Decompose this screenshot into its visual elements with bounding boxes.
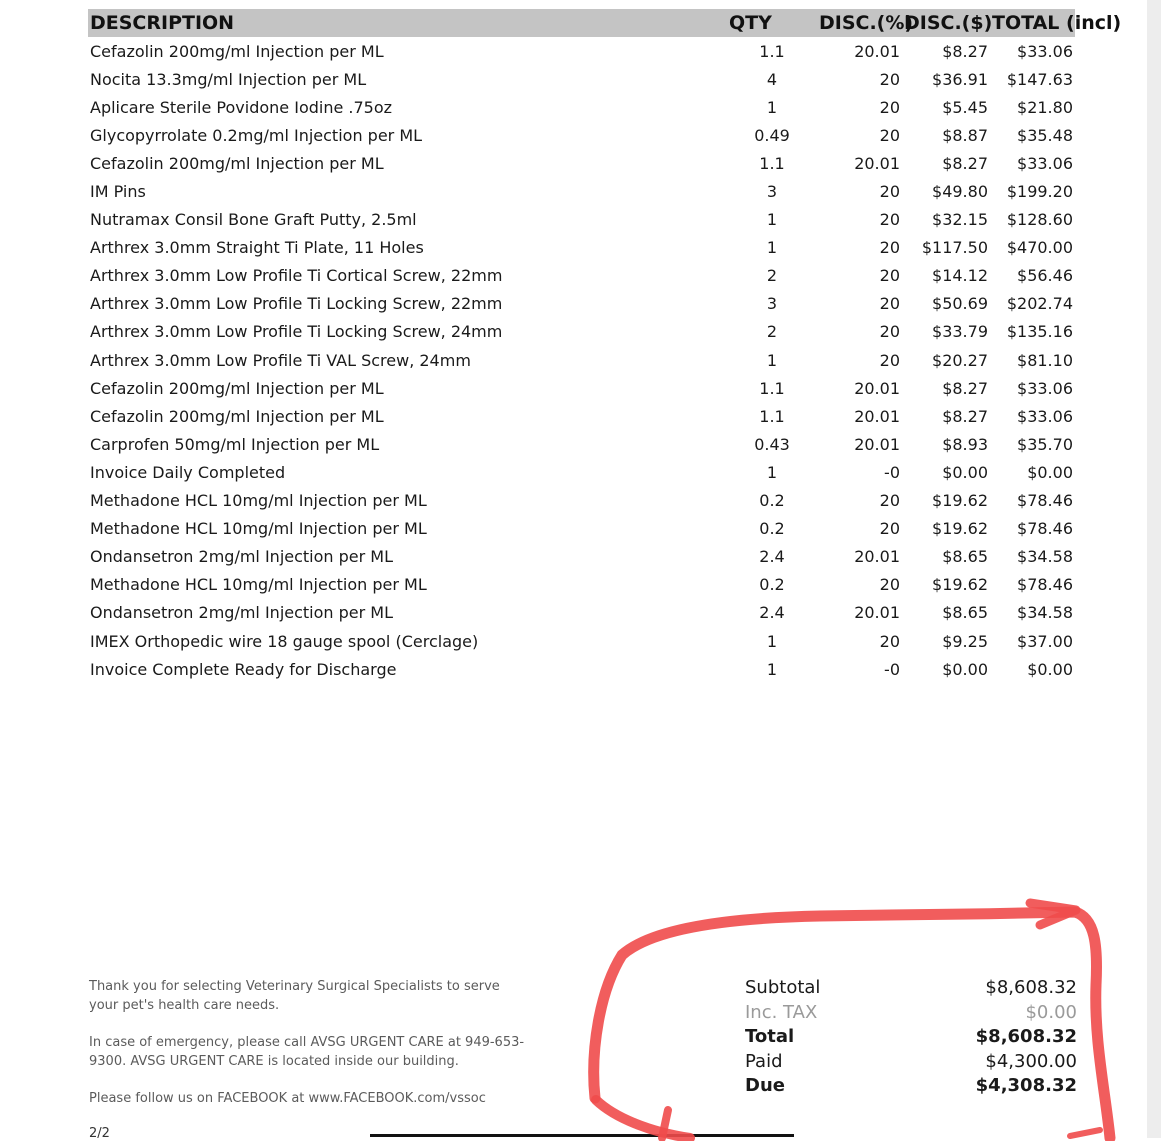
- row-qty: 1: [766, 238, 778, 258]
- row-disc-amt: $33.79: [932, 322, 988, 342]
- due-label: Due: [745, 1075, 785, 1096]
- row-disc-amt: $49.80: [932, 182, 988, 202]
- bottom-rule: [370, 1134, 794, 1137]
- row-disc-pct: 20: [879, 575, 900, 595]
- facebook-note: Please follow us on FACEBOOK at www.FACEBOOK.com/vssoc: [89, 1091, 486, 1106]
- tax-row: [745, 1001, 1077, 1026]
- row-disc-amt: $19.62: [932, 491, 988, 511]
- row-disc-pct: 20: [879, 519, 900, 539]
- row-disc-amt: $32.15: [932, 210, 988, 230]
- row-total: $33.06: [1017, 406, 1073, 426]
- row-total: $470.00: [1006, 238, 1073, 258]
- table-row: [88, 430, 1075, 458]
- tax-value: $0.00: [1025, 1001, 1077, 1023]
- row-total: $81.10: [1017, 350, 1073, 370]
- total-row: [745, 1025, 1077, 1050]
- row-description: Arthrex 3.0mm Low Profile Ti VAL Screw, 24mm: [90, 350, 471, 370]
- row-qty: 2: [766, 266, 778, 286]
- row-disc-pct: 20: [879, 266, 900, 286]
- row-disc-pct: 20: [879, 322, 900, 342]
- row-total: $78.46: [1017, 491, 1073, 511]
- row-description: Nutramax Consil Bone Graft Putty, 2.5ml: [90, 210, 417, 230]
- paid-row: [745, 1050, 1077, 1075]
- row-disc-amt: $19.62: [932, 519, 988, 539]
- row-qty: 0.43: [754, 434, 790, 454]
- line-items-table: [88, 9, 1122, 683]
- row-total: $78.46: [1017, 519, 1073, 539]
- row-description: Nocita 13.3mg/ml Injection per ML: [90, 69, 367, 89]
- row-disc-pct: 20: [879, 294, 900, 314]
- row-disc-amt: $0.00: [942, 462, 988, 482]
- subtotal-row: [745, 976, 1077, 1001]
- row-disc-pct: 20.01: [854, 547, 900, 567]
- row-disc-amt: $50.69: [932, 294, 988, 314]
- row-qty: 0.2: [759, 491, 785, 511]
- paid-value: $4,300.00: [985, 1050, 1077, 1072]
- table-row: [88, 402, 1075, 430]
- row-total: $34.58: [1017, 547, 1073, 567]
- row-disc-amt: $9.25: [942, 631, 988, 651]
- row-disc-pct: 20: [879, 210, 900, 230]
- table-body: [88, 37, 1075, 683]
- row-disc-amt: $8.27: [942, 378, 988, 398]
- row-total: $21.80: [1017, 97, 1073, 117]
- row-total: $33.06: [1017, 378, 1073, 398]
- table-row: [88, 374, 1075, 402]
- table-row: [88, 93, 1075, 121]
- row-disc-pct: -0: [884, 659, 900, 679]
- row-disc-amt: $19.62: [932, 575, 988, 595]
- row-description: Arthrex 3.0mm Low Profile Ti Locking Screw, 22mm: [90, 294, 503, 314]
- emergency-note: In case of emergency, please call AVSG URGENT CARE at 949-653-9300. AVSG URGENT CARE is located inside our building.: [89, 1035, 525, 1069]
- row-disc-pct: 20.01: [854, 434, 900, 454]
- row-description: Cefazolin 200mg/ml Injection per ML: [90, 41, 384, 61]
- subtotal-label: Subtotal: [745, 977, 821, 998]
- header-total: TOTAL (incl): [992, 12, 1122, 34]
- row-disc-amt: $8.65: [942, 603, 988, 623]
- totals-block: [745, 976, 1077, 1099]
- row-disc-amt: $8.27: [942, 406, 988, 426]
- row-qty: 1: [766, 350, 778, 370]
- subtotal-value: $8,608.32: [985, 977, 1077, 998]
- row-description: Arthrex 3.0mm Straight Ti Plate, 11 Holes: [90, 238, 424, 258]
- row-disc-pct: 20.01: [854, 153, 900, 173]
- row-disc-pct: 20: [879, 631, 900, 651]
- row-total: $199.20: [1006, 182, 1073, 202]
- row-total: $78.46: [1017, 575, 1073, 595]
- table-row: [88, 149, 1075, 177]
- row-total: $33.06: [1017, 41, 1073, 61]
- row-disc-pct: 20.01: [854, 603, 900, 623]
- table-row: [88, 318, 1075, 346]
- row-disc-pct: 20: [879, 182, 900, 202]
- row-description: Methadone HCL 10mg/ml Injection per ML: [90, 519, 427, 539]
- row-qty: 1: [766, 210, 778, 230]
- header-qty: QTY: [729, 12, 772, 34]
- table-row: [88, 262, 1075, 290]
- row-total: $35.70: [1017, 434, 1073, 454]
- row-disc-pct: 20.01: [854, 378, 900, 398]
- table-row: [88, 599, 1075, 627]
- row-total: $37.00: [1017, 631, 1073, 651]
- row-disc-pct: 20.01: [854, 406, 900, 426]
- row-description: Cefazolin 200mg/ml Injection per ML: [90, 153, 384, 173]
- row-qty: 3: [766, 182, 778, 202]
- page-number: 2/2: [89, 1126, 110, 1141]
- total-label: Total: [745, 1026, 795, 1047]
- annotation-tail-bottom-left: [596, 1100, 690, 1138]
- row-description: Carprofen 50mg/ml Injection per ML: [90, 434, 380, 454]
- row-disc-pct: -0: [884, 462, 900, 482]
- row-total: $0.00: [1027, 462, 1073, 482]
- row-description: Arthrex 3.0mm Low Profile Ti Cortical Screw, 22mm: [90, 266, 503, 286]
- table-row: [88, 121, 1075, 149]
- table-row: [88, 627, 1075, 655]
- thank-you-note: Thank you for selecting Veterinary Surgical Specialists to serve your pet's health care needs.: [89, 979, 500, 1013]
- row-description: Ondansetron 2mg/ml Injection per ML: [90, 547, 394, 567]
- tax-label: Inc. TAX: [745, 1001, 818, 1023]
- row-disc-amt: $36.91: [932, 69, 988, 89]
- row-qty: 3: [766, 294, 778, 314]
- row-qty: 1.1: [759, 406, 785, 426]
- row-disc-pct: 20: [879, 69, 900, 89]
- annotation-tail-bottom-right: [1070, 1130, 1100, 1136]
- row-qty: 0.49: [754, 125, 790, 145]
- due-row: [745, 1074, 1077, 1099]
- row-total: $128.60: [1006, 210, 1073, 230]
- row-qty: 1: [766, 462, 778, 482]
- header-disc-pct: DISC.(%): [819, 12, 914, 34]
- table-row: [88, 177, 1075, 205]
- paid-label: Paid: [745, 1050, 783, 1072]
- row-disc-amt: $8.93: [942, 434, 988, 454]
- row-qty: 1.1: [759, 153, 785, 173]
- row-total: $147.63: [1006, 69, 1073, 89]
- row-disc-amt: $117.50: [921, 238, 988, 258]
- due-value: $4,308.32: [975, 1075, 1077, 1096]
- table-row: [88, 515, 1075, 543]
- table-row: [88, 65, 1075, 93]
- row-description: Cefazolin 200mg/ml Injection per ML: [90, 406, 384, 426]
- row-disc-pct: 20: [879, 350, 900, 370]
- row-total: $35.48: [1017, 125, 1073, 145]
- row-qty: 1: [766, 631, 778, 651]
- row-qty: 1: [766, 659, 778, 679]
- row-qty: 2.4: [759, 603, 785, 623]
- row-description: Aplicare Sterile Povidone Iodine .75oz: [90, 97, 393, 117]
- row-qty: 0.2: [759, 519, 785, 539]
- total-value: $8,608.32: [975, 1026, 1077, 1047]
- row-total: $135.16: [1006, 322, 1073, 342]
- row-description: Cefazolin 200mg/ml Injection per ML: [90, 378, 384, 398]
- row-total: $0.00: [1027, 659, 1073, 679]
- row-description: Ondansetron 2mg/ml Injection per ML: [90, 603, 394, 623]
- row-total: $202.74: [1006, 294, 1073, 314]
- row-qty: 1.1: [759, 41, 785, 61]
- header-disc-amt: DISC.($): [904, 12, 993, 34]
- row-description: IM Pins: [90, 182, 146, 202]
- table-row: [88, 206, 1075, 234]
- row-total: $33.06: [1017, 153, 1073, 173]
- row-disc-amt: $0.00: [942, 659, 988, 679]
- row-disc-pct: 20: [879, 238, 900, 258]
- row-qty: 1.1: [759, 378, 785, 398]
- table-row: [88, 290, 1075, 318]
- row-disc-pct: 20: [879, 125, 900, 145]
- table-row: [88, 37, 1075, 65]
- table-header: [88, 9, 1122, 37]
- row-disc-amt: $8.87: [942, 125, 988, 145]
- row-description: Glycopyrrolate 0.2mg/ml Injection per ML: [90, 125, 423, 145]
- row-qty: 1: [766, 97, 778, 117]
- row-description: IMEX Orthopedic wire 18 gauge spool (Cerclage): [90, 631, 479, 651]
- row-qty: 2.4: [759, 547, 785, 567]
- row-disc-amt: $8.27: [942, 153, 988, 173]
- row-disc-amt: $8.65: [942, 547, 988, 567]
- table-row: [88, 346, 1075, 374]
- row-disc-amt: $14.12: [932, 266, 988, 286]
- row-disc-amt: $5.45: [942, 97, 988, 117]
- row-disc-pct: 20: [879, 97, 900, 117]
- row-description: Arthrex 3.0mm Low Profile Ti Locking Screw, 24mm: [90, 322, 503, 342]
- row-qty: 2: [766, 322, 778, 342]
- row-disc-amt: $20.27: [932, 350, 988, 370]
- table-row: [88, 543, 1075, 571]
- table-row: [88, 655, 1075, 683]
- header-description: DESCRIPTION: [90, 12, 235, 34]
- row-description: Methadone HCL 10mg/ml Injection per ML: [90, 491, 427, 511]
- page-edge: [1147, 0, 1161, 1138]
- annotation-arrowhead-top: [1030, 903, 1076, 925]
- table-row: [88, 458, 1075, 486]
- row-description: Invoice Daily Completed: [90, 462, 286, 482]
- table-row: [88, 487, 1075, 515]
- row-qty: 4: [766, 69, 778, 89]
- row-disc-pct: 20.01: [854, 41, 900, 61]
- row-total: $56.46: [1017, 266, 1073, 286]
- table-row: [88, 571, 1075, 599]
- row-description: Methadone HCL 10mg/ml Injection per ML: [90, 575, 427, 595]
- row-qty: 0.2: [759, 575, 785, 595]
- table-row: [88, 234, 1075, 262]
- row-disc-amt: $8.27: [942, 41, 988, 61]
- row-disc-pct: 20: [879, 491, 900, 511]
- row-total: $34.58: [1017, 603, 1073, 623]
- header-row: [88, 9, 1075, 37]
- row-description: Invoice Complete Ready for Discharge: [90, 659, 397, 679]
